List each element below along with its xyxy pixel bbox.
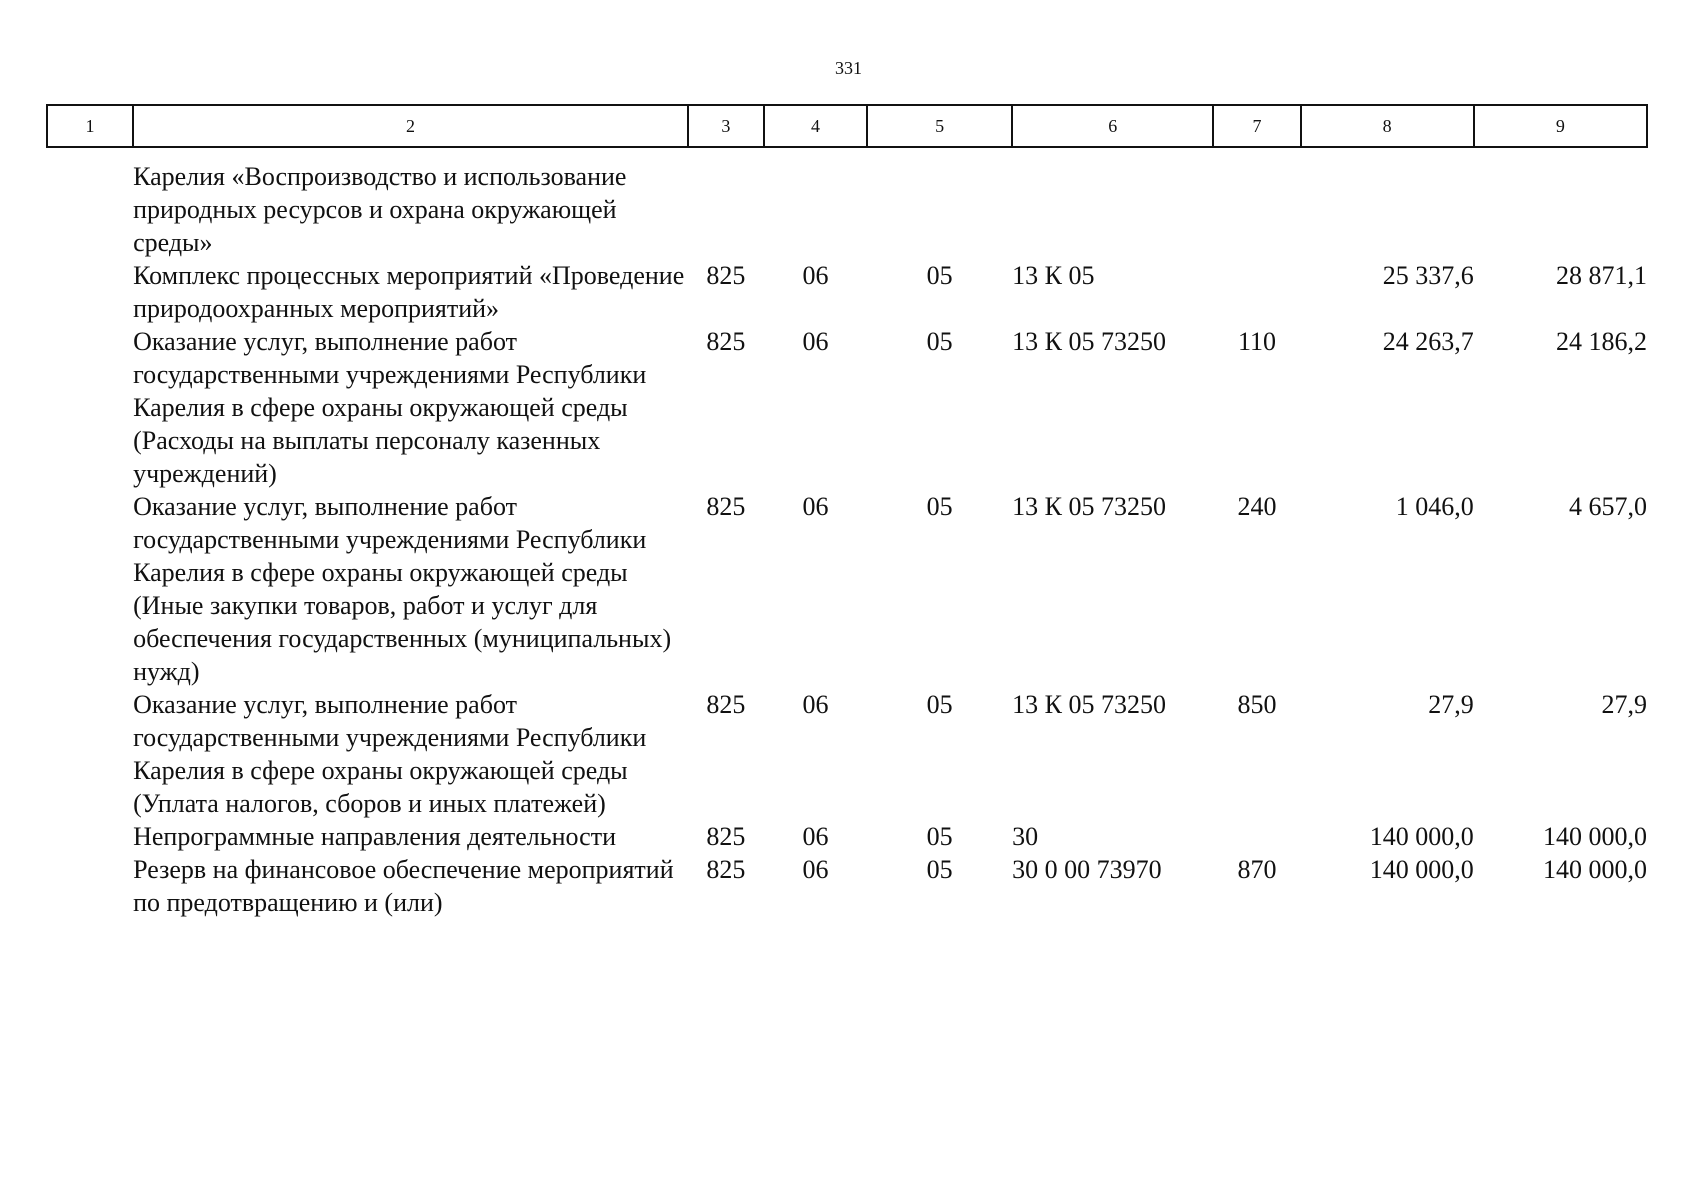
- col-1-cell: [47, 147, 133, 259]
- table-row: [47, 259, 1647, 325]
- col-1-cell: [47, 490, 133, 688]
- gr-cell: 825: [706, 261, 746, 290]
- sum-year-2-cell: [1474, 147, 1647, 259]
- vr-cell: 240: [1237, 492, 1277, 521]
- col-1-cell: [47, 820, 133, 853]
- col-1-cell: [47, 325, 133, 490]
- pr-cell: 05: [926, 690, 953, 719]
- sum-year-2-cell: 27,9: [1601, 690, 1647, 719]
- pr-cell: 05: [926, 327, 953, 356]
- header-col-1: 1: [47, 105, 133, 147]
- sum-year-2-cell: 140 000,0: [1543, 855, 1647, 884]
- page-number: 331: [835, 58, 862, 78]
- vr-cell: 850: [1237, 690, 1277, 719]
- sum-year-1-cell: 27,9: [1428, 690, 1474, 719]
- header-col-6: 6: [1012, 105, 1213, 147]
- csr-cell: 30: [1012, 822, 1039, 851]
- csr-cell: [1012, 147, 1213, 259]
- name-cell: Оказание услуг, выполнение работ государственными учреждениями Республики Карелия в сфере охраны окружающей среды (Расходы на выплаты персоналу казенных учреждений): [133, 327, 647, 488]
- name-cell: Резерв на финансовое обеспечение мероприятий по предотвращению и (или): [133, 855, 674, 917]
- name-cell: Комплекс процессных мероприятий «Проведение природоохранных мероприятий»: [133, 261, 685, 323]
- header-col-9: 9: [1474, 105, 1647, 147]
- header-col-2: 2: [133, 105, 688, 147]
- vr-cell: [1213, 147, 1300, 259]
- table-body: [47, 147, 1647, 919]
- table-row: [47, 820, 1647, 853]
- gr-cell: 825: [706, 690, 746, 719]
- rz-cell: 06: [802, 855, 829, 884]
- sum-year-2-cell: 24 186,2: [1556, 327, 1647, 356]
- sum-year-2-cell: 28 871,1: [1556, 261, 1647, 290]
- sum-year-2-cell: 140 000,0: [1543, 822, 1647, 851]
- pr-cell: [867, 147, 1012, 259]
- sum-year-1-cell: 140 000,0: [1369, 822, 1474, 851]
- pr-cell: 05: [926, 261, 953, 290]
- rz-cell: 06: [802, 492, 829, 521]
- csr-cell: 13 К 05 73250: [1012, 327, 1167, 356]
- table-row: [47, 688, 1647, 820]
- name-cell: Оказание услуг, выполнение работ государственными учреждениями Республики Карелия в сфере охраны окружающей среды (Уплата налогов, сборов и иных платежей): [133, 690, 647, 818]
- header-col-4: 4: [764, 105, 867, 147]
- col-1-cell: [47, 853, 133, 919]
- name-cell: Оказание услуг, выполнение работ государственными учреждениями Республики Карелия в сфере охраны окружающей среды (Иные закупки товаров, работ и услуг для обеспечения государственных (муниципальных) нужд): [133, 492, 672, 686]
- header-col-5: 5: [867, 105, 1012, 147]
- csr-cell: 13 К 05: [1012, 261, 1095, 290]
- pr-cell: 05: [926, 492, 953, 521]
- sum-year-1-cell: 1 046,0: [1395, 492, 1474, 521]
- sum-year-1-cell: 140 000,0: [1369, 855, 1474, 884]
- pr-cell: 05: [926, 822, 953, 851]
- table-row: [47, 147, 1647, 259]
- header-row: [47, 105, 1647, 147]
- vr-cell: [1213, 259, 1300, 325]
- table-row: [47, 490, 1647, 688]
- rz-cell: 06: [802, 261, 829, 290]
- sum-year-1-cell: 25 337,6: [1382, 261, 1474, 290]
- gr-cell: 825: [706, 822, 746, 851]
- col-1-cell: [47, 259, 133, 325]
- gr-cell: [688, 147, 764, 259]
- vr-cell: 110: [1237, 327, 1276, 356]
- csr-cell: 13 К 05 73250: [1012, 492, 1167, 521]
- header-col-3: 3: [688, 105, 764, 147]
- gr-cell: 825: [706, 327, 746, 356]
- sum-year-1-cell: 24 263,7: [1382, 327, 1474, 356]
- pr-cell: 05: [926, 855, 953, 884]
- gr-cell: 825: [706, 855, 746, 884]
- vr-cell: 870: [1237, 855, 1277, 884]
- rz-cell: 06: [802, 327, 829, 356]
- rz-cell: 06: [802, 822, 829, 851]
- budget-table: [46, 104, 1648, 919]
- sum-year-2-cell: 4 657,0: [1569, 492, 1647, 521]
- header-col-8: 8: [1301, 105, 1474, 147]
- vr-cell: [1213, 820, 1300, 853]
- csr-cell: 30 0 00 73970: [1012, 855, 1162, 884]
- header-col-7: 7: [1213, 105, 1300, 147]
- name-cell: Непрограммные направления деятельности: [133, 822, 616, 851]
- table-row: [47, 853, 1647, 919]
- sum-year-1-cell: [1301, 147, 1474, 259]
- gr-cell: 825: [706, 492, 746, 521]
- rz-cell: 06: [802, 690, 829, 719]
- rz-cell: [764, 147, 867, 259]
- col-1-cell: [47, 688, 133, 820]
- name-cell: Карелия «Воспроизводство и использование природных ресурсов и охрана окружающей среды»: [133, 162, 627, 257]
- csr-cell: 13 К 05 73250: [1012, 690, 1167, 719]
- table-row: [47, 325, 1647, 490]
- table-header: [47, 105, 1647, 147]
